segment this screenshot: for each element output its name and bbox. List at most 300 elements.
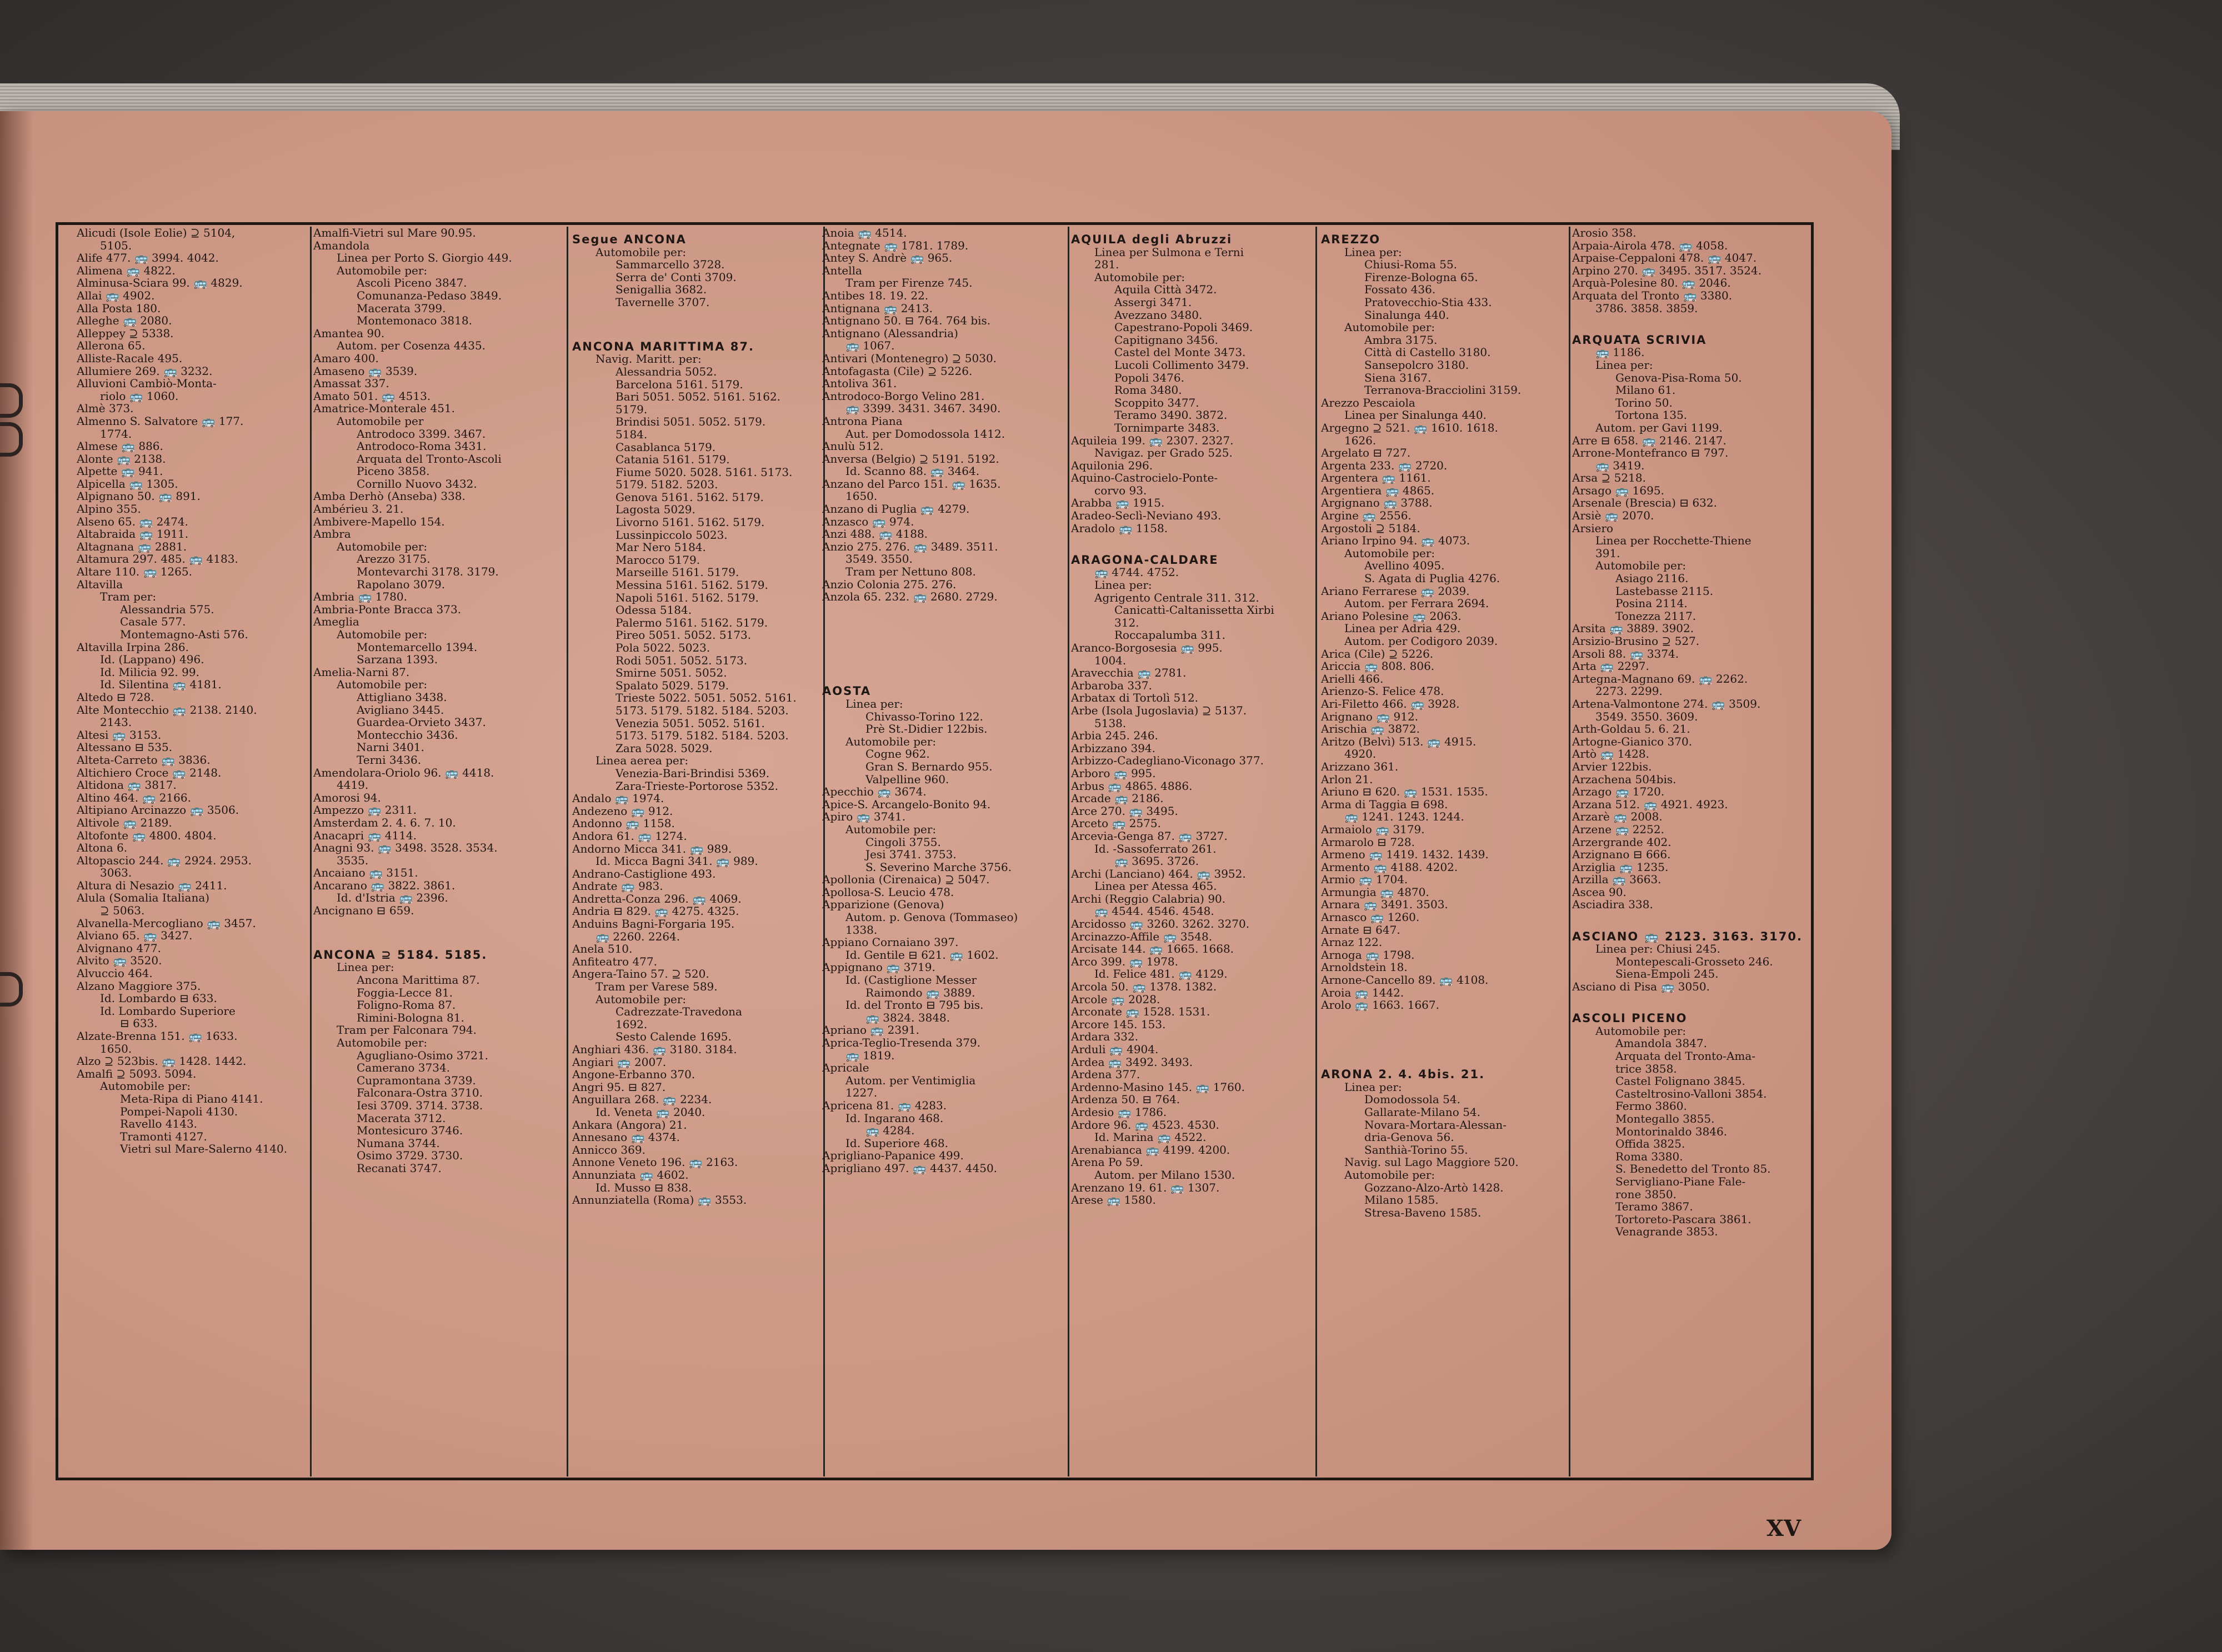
index-entry: Trieste 5022. 5051. 5052. 5161.	[615, 691, 797, 705]
index-entry: 🚌 3695. 3726.	[1114, 854, 1199, 868]
index-entry: Automobile per:	[1344, 546, 1435, 560]
index-entry: Antrodoco 3399. 3467.	[357, 427, 486, 440]
index-entry: Ascea 90.	[1572, 885, 1627, 899]
index-entry: Linea per:	[1595, 358, 1653, 372]
index-entry: Alula (Somalia Italiana)	[77, 891, 210, 905]
index-entry: Avezzano 3480.	[1114, 308, 1203, 322]
index-entry: Linea per:	[845, 697, 903, 710]
index-entry: Foggia-Lecce 81.	[357, 985, 453, 999]
index-entry: Pola 5022. 5023.	[615, 641, 710, 654]
index-entry: Ardena 377.	[1071, 1068, 1140, 1082]
index-entry: Asciano di Pisa 🚌 3050.	[1572, 980, 1710, 994]
index-entry: Almenno S. Salvatore 🚌 177.	[77, 414, 244, 428]
index-entry: Arischia 🚌 3872.	[1321, 722, 1420, 736]
index-entry	[822, 603, 1067, 616]
index-entry: Zara-Trieste-Portorose 5352.	[615, 779, 779, 793]
index-entry: Allai 🚌 4902.	[77, 288, 155, 302]
index-entry: ⊇ 5063.	[100, 904, 145, 918]
index-entry: Argentera 🚌 1161.	[1321, 471, 1431, 485]
index-entry: Altidona 🚌 3817.	[77, 778, 177, 792]
index-entry: Archi (Lanciano) 464. 🚌 3952.	[1071, 867, 1246, 880]
index-entry: Amaseno 🚌 3539.	[313, 364, 418, 378]
index-entry: Alife 477. 🚌 3994. 4042.	[77, 251, 219, 265]
binding-shadow	[0, 111, 33, 1550]
index-entry: Almè 373.	[77, 402, 134, 415]
index-entry: Altivole 🚌 2189.	[77, 815, 172, 829]
index-entry: Arce 270. 🚌 3495.	[1071, 804, 1178, 818]
index-entry	[1572, 993, 1810, 1006]
index-entry: 🚌 4284.	[865, 1124, 915, 1138]
index-entry: Apricena 81. 🚌 4283.	[822, 1098, 947, 1112]
index-entry: Gallarate-Milano 54.	[1364, 1105, 1481, 1119]
index-entry: Agrigento Centrale 311. 312.	[1094, 590, 1259, 604]
index-entry: Automobile per:	[337, 678, 428, 692]
index-entry: 🚌 1819.	[845, 1048, 895, 1062]
index-entry: Amba Derhò (Anseba) 338.	[313, 489, 466, 503]
index-entry: 3786. 3858. 3859.	[1595, 301, 1698, 315]
index-entry: 🚌 4544. 4546. 4548.	[1094, 904, 1214, 918]
index-entry: 1626.	[1344, 433, 1377, 447]
index-entry	[822, 641, 1067, 654]
index-entry: Jesi 3741. 3753.	[865, 848, 957, 862]
index-entry: Arbe (Isola Jugoslavia) ⊇ 5137.	[1071, 703, 1247, 717]
index-entry: Narni 3401.	[357, 740, 424, 754]
index-entry: Automobile per:	[845, 822, 937, 836]
index-entry: Altare 110. 🚌 1265.	[77, 565, 192, 579]
index-entry: rone 3850.	[1615, 1187, 1676, 1201]
index-entry: Amelia-Narni 87.	[313, 665, 410, 679]
index-entry: Antoliva 361.	[822, 377, 897, 391]
index-entry: Amandola	[313, 238, 370, 252]
index-entry: Montorinaldo 3846.	[1615, 1124, 1728, 1138]
index-entry: Pratovecchio-Stia 433.	[1364, 295, 1492, 309]
index-entry: Alonte 🚌 2138.	[77, 452, 166, 465]
index-entry: Aritzo (Belvì) 513. 🚌 4915.	[1321, 734, 1477, 748]
section-heading: ARAGONA-CALDARE	[1071, 553, 1219, 567]
index-entry: Alessandria 5052.	[615, 364, 717, 378]
index-entry: Arcore 145. 153.	[1071, 1017, 1166, 1031]
index-entry: Tortona 135.	[1615, 408, 1688, 422]
index-entry: 391.	[1595, 546, 1620, 560]
index-entry: Novara-Mortara-Alessan-	[1364, 1118, 1507, 1132]
index-entry: Mar Nero 5184.	[615, 540, 706, 554]
index-entry: Altesi 🚌 3153.	[77, 728, 162, 742]
index-entry: Arizzano 361.	[1321, 759, 1399, 773]
index-column	[1572, 227, 1810, 1476]
index-entry: Almese 🚌 886.	[77, 439, 163, 453]
index-entry: Tavernelle 3707.	[615, 295, 710, 309]
index-entry: Capitignano 3456.	[1114, 333, 1219, 347]
index-entry: Spalato 5029. 5179.	[615, 678, 729, 692]
index-entry: Armarolo ⊟ 728.	[1321, 835, 1415, 849]
index-entry: Arbia 245. 246.	[1071, 729, 1158, 743]
index-entry: Altabraida 🚌 1911.	[77, 527, 189, 541]
index-entry: 5179.	[615, 402, 648, 416]
index-entry: Alicudi (Isole Eolie) ⊇ 5104,	[77, 227, 236, 239]
index-entry: Arezzo Pescaiola	[1321, 396, 1415, 409]
index-entry: Arceto 🚌 2575.	[1071, 817, 1161, 830]
index-entry: Arduli 🚌 4904.	[1071, 1043, 1159, 1056]
index-entry: Aprigliano-Papanice 499.	[822, 1149, 964, 1163]
index-entry: 4419.	[337, 778, 369, 792]
index-entry: S. Severino Marche 3756.	[865, 860, 1012, 874]
index-entry: Argegno ⊇ 521. 🚌 1610. 1618.	[1321, 420, 1498, 434]
index-entry: Alvito 🚌 3520.	[77, 954, 162, 968]
index-column	[77, 227, 309, 1476]
index-entry: Macerata 3712.	[357, 1111, 446, 1125]
index-entry: Amandola 3847.	[1615, 1037, 1707, 1050]
index-entry: Autom. per Ventimiglia	[845, 1073, 976, 1087]
index-entry: Altona 6.	[77, 841, 128, 855]
index-entry: Amendolara-Oriolo 96. 🚌 4418.	[313, 765, 494, 779]
index-entry: Automobile per:	[1595, 559, 1686, 573]
index-entry: Andora 61. 🚌 1274.	[572, 829, 687, 843]
index-entry: Senigallia 3682.	[615, 283, 707, 297]
index-entry: Artogne-Gianico 370.	[1572, 734, 1693, 748]
index-entry: Aquileia 199. 🚌 2307. 2327.	[1071, 433, 1234, 447]
index-entry: 🚌 2260. 2264.	[595, 929, 680, 943]
index-entry: Allumiere 269. 🚌 3232.	[77, 364, 213, 378]
index-entry: Id. Felice 481. 🚌 4129.	[1094, 967, 1228, 981]
index-entry: S. Benedetto del Tronto 85.	[1615, 1162, 1771, 1176]
index-entry: Anguillara 268. 🚌 2234.	[572, 1093, 712, 1107]
index-entry: 1692.	[615, 1017, 648, 1031]
index-entry: Id. Lombardo Superiore	[100, 1004, 236, 1018]
index-entry: Autom. per Milano 1530.	[1094, 1168, 1235, 1182]
index-entry: Automobile per	[337, 414, 424, 428]
index-entry: Vietri sul Mare-Salerno 4140.	[120, 1142, 288, 1156]
index-entry: Anzasco 🚌 974.	[822, 514, 914, 528]
index-entry: Automobile per:	[337, 1036, 428, 1049]
index-entry: Anzano di Puglia 🚌 4279.	[822, 502, 970, 516]
index-entry: Anfiteatro 477.	[572, 954, 657, 968]
index-entry: Apecchio 🚌 3674.	[822, 785, 927, 799]
index-entry: 5179. 5182. 5203.	[615, 478, 718, 492]
index-entry: Automobile per:	[595, 992, 687, 1006]
index-entry: Ariccia 🚌 808. 806.	[1321, 659, 1435, 673]
index-entry: Altino 464. 🚌 2166.	[77, 790, 191, 804]
index-entry: 5105.	[100, 238, 132, 252]
index-entry: Ariano Polesine 🚌 2063.	[1321, 609, 1462, 623]
index-entry: Argentiera 🚌 4865.	[1321, 483, 1435, 497]
index-entry: Alvuccio 464.	[77, 967, 153, 980]
index-entry: Ambra	[313, 527, 351, 541]
index-entry: Ancaiano 🚌 3151.	[313, 866, 418, 880]
index-entry: Altichiero Croce 🚌 2148.	[77, 765, 222, 779]
index-entry: Osimo 3729. 3730.	[357, 1149, 463, 1163]
index-entry: Apiro 🚌 3741.	[822, 810, 906, 824]
index-entry: Ardore 96. 🚌 4523. 4530.	[1071, 1118, 1219, 1132]
index-entry: Andria ⊟ 829. 🚌 4275. 4325.	[572, 904, 739, 918]
index-entry: Arta 🚌 2297.	[1572, 659, 1649, 673]
index-entry: Arsago 🚌 1695.	[1572, 483, 1664, 497]
index-entry: Amsterdam 2. 4. 6. 7. 10.	[313, 815, 456, 829]
index-entry: Anulù 512.	[822, 439, 884, 453]
index-entry: Antofagasta (Cile) ⊇ 5226.	[822, 364, 973, 378]
index-entry: 1227.	[845, 1086, 878, 1100]
index-entry: 1004.	[1094, 653, 1127, 667]
index-entry: Agugliano-Osimo 3721.	[357, 1048, 489, 1062]
index-entry: Archi (Reggio Calabria) 90.	[1071, 892, 1226, 905]
index-entry: Antegnate 🚌 1781. 1789.	[822, 238, 969, 252]
index-entry	[1321, 1012, 1559, 1024]
index-entry: Amaro 400.	[313, 351, 379, 365]
index-entry: 3549. 3550. 3609.	[1595, 709, 1698, 723]
index-entry: Arvier 122bis.	[1572, 759, 1652, 773]
index-entry: Milano 1585.	[1364, 1193, 1439, 1207]
index-entry: Altopascio 244. 🚌 2924. 2953.	[77, 853, 252, 867]
index-entry	[572, 321, 821, 334]
index-entry: Casablanca 5179.	[615, 440, 716, 454]
index-entry: Linea per:	[1094, 578, 1152, 592]
index-entry: Ambivere-Mapello 154.	[313, 514, 445, 528]
index-entry: Altessano ⊟ 535.	[77, 740, 173, 754]
index-entry: Autom. per Gavi 1199.	[1595, 420, 1723, 434]
index-entry: Arquà-Polesine 80. 🚌 2046.	[1572, 276, 1731, 290]
index-entry: Andalo 🚌 1974.	[572, 792, 664, 805]
index-entry	[822, 615, 1067, 628]
index-entry: Apricale	[822, 1061, 869, 1075]
index-entry: Angri 95. ⊟ 827.	[572, 1080, 666, 1094]
index-entry: Cingoli 3755.	[865, 835, 941, 849]
index-entry: Angera-Taino 57. ⊇ 520.	[572, 967, 709, 981]
index-entry: Siena-Empoli 245.	[1615, 967, 1719, 981]
index-entry: 3549. 3550.	[845, 552, 913, 566]
index-entry: Roccapalumba 311.	[1114, 628, 1226, 642]
index-entry: Genova 5161. 5162. 5179.	[615, 490, 764, 504]
index-entry: Alpignano 50. 🚌 891.	[77, 489, 201, 503]
index-entry: Roma 3380.	[1615, 1149, 1683, 1163]
index-entry: Asciadira 338.	[1572, 898, 1653, 912]
index-entry: riolo 🚌 1060.	[100, 389, 179, 403]
index-entry: 1338.	[845, 923, 878, 937]
index-entry: Arzago 🚌 1720.	[1572, 785, 1665, 799]
index-entry: Altavilla Irpina 286.	[77, 640, 189, 654]
index-entry: Terranova-Bracciolini 3159.	[1364, 383, 1522, 397]
index-entry: Altipiano Arcinazzo 🚌 3506.	[77, 803, 239, 817]
index-entry: Alvignano 477.	[77, 941, 161, 955]
index-entry: Aradolo 🚌 1158.	[1071, 521, 1168, 535]
index-entry: Artegna-Magnano 69. 🚌 2262.	[1572, 672, 1748, 685]
index-entry: Città di Castello 3180.	[1364, 346, 1491, 359]
index-entry	[1071, 534, 1314, 547]
index-entry: 3063.	[100, 866, 132, 880]
index-entry: Altagnana 🚌 2881.	[77, 539, 187, 553]
index-entry: Gozzano-Alzo-Artò 1428.	[1364, 1180, 1504, 1194]
index-entry: Tram per Nettuno 808.	[845, 565, 976, 579]
index-entry: Navig. Maritt. per:	[595, 352, 702, 366]
index-entry: Antrona Piana	[822, 414, 903, 428]
index-entry: 1650.	[845, 489, 878, 503]
index-entry	[1572, 314, 1810, 327]
index-entry: Fiume 5020. 5028. 5161. 5173.	[615, 465, 793, 479]
index-entry: Chivasso-Torino 122.	[865, 709, 984, 723]
index-entry: Id. Ingarano 468.	[845, 1111, 944, 1125]
index-entry: Arzene 🚌 2252.	[1572, 822, 1664, 836]
index-entry: Altedo ⊟ 728.	[77, 690, 154, 704]
index-entry: Avigliano 3445.	[357, 703, 444, 717]
index-entry: Autom. p. Genova (Tommaseo)	[845, 910, 1018, 924]
index-entry: Arica (Cile) ⊇ 5226.	[1321, 647, 1434, 660]
index-entry: Cogne 962.	[865, 747, 930, 761]
index-entry: Ardea 🚌 3492. 3493.	[1071, 1055, 1193, 1069]
index-entry: Anzio Colonia 275. 276.	[822, 577, 957, 591]
index-entry: Montegallo 3855.	[1615, 1112, 1715, 1125]
column-divider	[1569, 227, 1570, 1476]
index-entry: Sinalunga 440.	[1364, 308, 1449, 322]
index-entry: Venezia 5051. 5052. 5161.	[615, 716, 765, 730]
index-entry: Amorosi 94.	[313, 790, 381, 804]
index-entry: Smirne 5051. 5052.	[615, 666, 727, 680]
index-entry: dria-Genova 56.	[1364, 1130, 1454, 1144]
index-entry: Arre ⊟ 658. 🚌 2146. 2147.	[1572, 433, 1726, 447]
index-entry: Prè St.-Didier 122bis.	[865, 722, 988, 736]
index-entry: Arosio 358.	[1572, 227, 1637, 239]
index-entry: Aut. per Domodossola 1412.	[845, 427, 1005, 440]
index-entry: Anoia 🚌 4514.	[822, 227, 907, 239]
section-heading: Segue ANCONA	[572, 233, 687, 246]
index-entry: 🚌 1186.	[1595, 346, 1645, 359]
index-column	[572, 227, 821, 1476]
index-entry: Arbizzano 394.	[1071, 741, 1156, 755]
index-entry: Popoli 3476.	[1114, 371, 1184, 384]
index-entry: Montesicuro 3746.	[357, 1124, 463, 1138]
index-entry: Torino 50.	[1615, 396, 1673, 409]
index-entry: Arnaz 122.	[1321, 935, 1383, 949]
index-entry: Andrano-Castiglione 493.	[572, 867, 716, 880]
index-entry: Ascoli Piceno 3847.	[357, 276, 467, 290]
index-entry: Alpette 🚌 941.	[77, 464, 163, 478]
index-entry: Tortoreto-Pascara 3861.	[1615, 1212, 1751, 1226]
index-entry: Linea per:	[337, 960, 394, 974]
index-entry: Casteltrosino-Valloni 3854.	[1615, 1087, 1767, 1100]
index-entry: Arenabianca 🚌 4199. 4200.	[1071, 1143, 1230, 1157]
index-entry: Venagrande 3853.	[1615, 1225, 1718, 1239]
index-entry: Alpino 355.	[77, 502, 141, 516]
index-entry: Alseno 65. 🚌 2474.	[77, 514, 188, 528]
index-entry: Arpaia-Airola 478. 🚌 4058.	[1572, 238, 1728, 252]
index-entry: Arcisate 144. 🚌 1665. 1668.	[1071, 942, 1234, 956]
index-entry: Arbus 🚌 4865. 4886.	[1071, 779, 1193, 793]
index-entry: Arcade 🚌 2186.	[1071, 792, 1164, 805]
index-entry: Stresa-Baveno 1585.	[1364, 1205, 1482, 1219]
index-entry: Ancona Marittima 87.	[357, 973, 480, 987]
index-column	[822, 227, 1067, 1476]
index-entry: Linea per: Chiusi 245.	[1595, 942, 1720, 956]
index-column	[313, 227, 562, 1476]
index-entry: Iesi 3709. 3714. 3738.	[357, 1098, 483, 1112]
index-entry: Antrodoco-Roma 3431.	[357, 439, 487, 453]
index-entry: Tram per Firenze 745.	[845, 276, 973, 290]
index-entry: Arenzano 19. 61. 🚌 1307.	[1071, 1180, 1220, 1194]
index-entry: Canicattì-Caltanissetta Xirbi	[1114, 603, 1274, 617]
index-entry: Servigliano-Piane Fale-	[1615, 1174, 1746, 1188]
index-entry: Argelato ⊟ 727.	[1321, 446, 1411, 460]
index-entry: Asiago 2116.	[1615, 572, 1689, 585]
index-entry: Annone Veneto 196. 🚌 2163.	[572, 1155, 738, 1169]
index-entry: Aradeo-Seclì-Neviano 493.	[1071, 509, 1222, 523]
index-entry: Alpicella 🚌 1305.	[77, 477, 178, 490]
index-column	[1321, 227, 1559, 1476]
index-entry: Alte Montecchio 🚌 2138. 2140.	[77, 703, 257, 717]
section-heading: ASCIANO 🚌 2123. 3163. 3170.	[1572, 929, 1803, 943]
index-entry: Autom. per Codigoro 2039.	[1344, 634, 1498, 648]
index-entry: Linea per Sulmona e Terni	[1094, 245, 1244, 259]
index-entry: 4920.	[1344, 747, 1377, 761]
index-entry: Catania 5161. 5179.	[615, 453, 730, 467]
index-entry	[1572, 911, 1810, 924]
index-entry: Arboro 🚌 995.	[1071, 766, 1156, 780]
index-entry: Arquata del Tronto 🚌 3380.	[1572, 288, 1733, 302]
index-entry: Argostoli ⊇ 5184.	[1321, 521, 1420, 535]
index-entry: 1774.	[100, 427, 132, 440]
index-entry: 🚌 3824. 3848.	[865, 1010, 950, 1024]
index-entry: Numana 3744.	[357, 1136, 440, 1150]
index-entry: Appiano Cornaiano 397.	[822, 935, 959, 949]
index-entry: Arienzo-S. Felice 478.	[1321, 684, 1444, 698]
index-entry: Gran S. Bernardo 955.	[865, 759, 993, 773]
index-entry: Ariuno ⊟ 620. 🚌 1531. 1535.	[1321, 785, 1488, 799]
index-entry: Genova-Pisa-Roma 50.	[1615, 371, 1742, 384]
index-entry: Napoli 5161. 5162. 5179.	[615, 590, 759, 604]
index-entry: Arcinazzo-Affile 🚌 3548.	[1071, 929, 1213, 943]
index-entry: Meta-Ripa di Piano 4141.	[120, 1092, 263, 1105]
index-entry: Ariano Irpino 94. 🚌 4073.	[1321, 534, 1470, 548]
index-entry: Alliste-Racale 495.	[77, 351, 183, 365]
index-entry: Id. Micca Bagni 341. 🚌 989.	[595, 854, 758, 868]
index-entry: Arzarè 🚌 2008.	[1572, 810, 1663, 824]
index-entry: Ancarano 🚌 3822. 3861.	[313, 878, 456, 892]
index-entry: Amalfi ⊇ 5093. 5094.	[77, 1067, 197, 1080]
index-entry: Automobile per:	[595, 245, 687, 259]
index-entry: Roma 3480.	[1114, 383, 1182, 397]
index-entry: Automobile per:	[845, 734, 937, 748]
index-entry: Autom. per Cosenza 4435.	[337, 339, 486, 353]
index-entry: Armio 🚌 1704.	[1321, 873, 1408, 887]
index-entry: Aprigliano 497. 🚌 4437. 4450.	[822, 1161, 998, 1175]
index-entry: Ambérieu 3. 21.	[313, 502, 404, 516]
index-entry: Livorno 5161. 5162. 5179.	[615, 515, 765, 529]
index-entry: Castel Folignano 3845.	[1615, 1074, 1745, 1088]
index-entry: Id. Scanno 88. 🚌 3464.	[845, 464, 980, 478]
section-heading: AOSTA	[822, 684, 872, 698]
index-entry: Alleghe 🚌 2080.	[77, 314, 172, 328]
index-entry: Id. Superiore 468.	[845, 1136, 948, 1150]
index-entry: Linea per:	[1344, 245, 1402, 259]
index-entry: Id. (Castiglione Messer	[845, 973, 977, 987]
index-entry: Alviano 65. 🚌 3427.	[77, 929, 193, 943]
index-entry: 3535.	[337, 853, 369, 867]
index-entry: Autom. per Ferrara 2694.	[1344, 597, 1489, 610]
index-entry: Bari 5051. 5052. 5161. 5162.	[615, 390, 781, 404]
index-entry: Automobile per:	[337, 628, 428, 641]
index-entry: Antibes 18. 19. 22.	[822, 288, 929, 302]
index-entry: Linea per Adria 429.	[1344, 622, 1461, 635]
index-entry: Linea per Rocchette-Thiene	[1595, 534, 1751, 548]
index-entry: Id. Lombardo ⊟ 633.	[100, 992, 217, 1005]
index-entry: Artò 🚌 1428.	[1572, 747, 1649, 761]
index-entry: Linea per Sinalunga 440.	[1344, 408, 1487, 422]
index-entry: Apparizione (Genova)	[822, 898, 944, 912]
index-entry: Arabba 🚌 1915.	[1071, 496, 1165, 510]
index-entry: Antignano 50. ⊟ 764. 764 bis.	[822, 314, 991, 328]
index-entry: Tram per Varese 589.	[595, 980, 718, 994]
index-entry: Foligno-Roma 87.	[357, 998, 456, 1012]
index-entry: Arzignano ⊟ 666.	[1572, 848, 1671, 862]
index-entry: Palermo 5161. 5162. 5179.	[615, 615, 768, 629]
index-entry: Cupramontana 3739.	[357, 1073, 476, 1087]
index-entry: Domodossola 54.	[1364, 1093, 1460, 1107]
